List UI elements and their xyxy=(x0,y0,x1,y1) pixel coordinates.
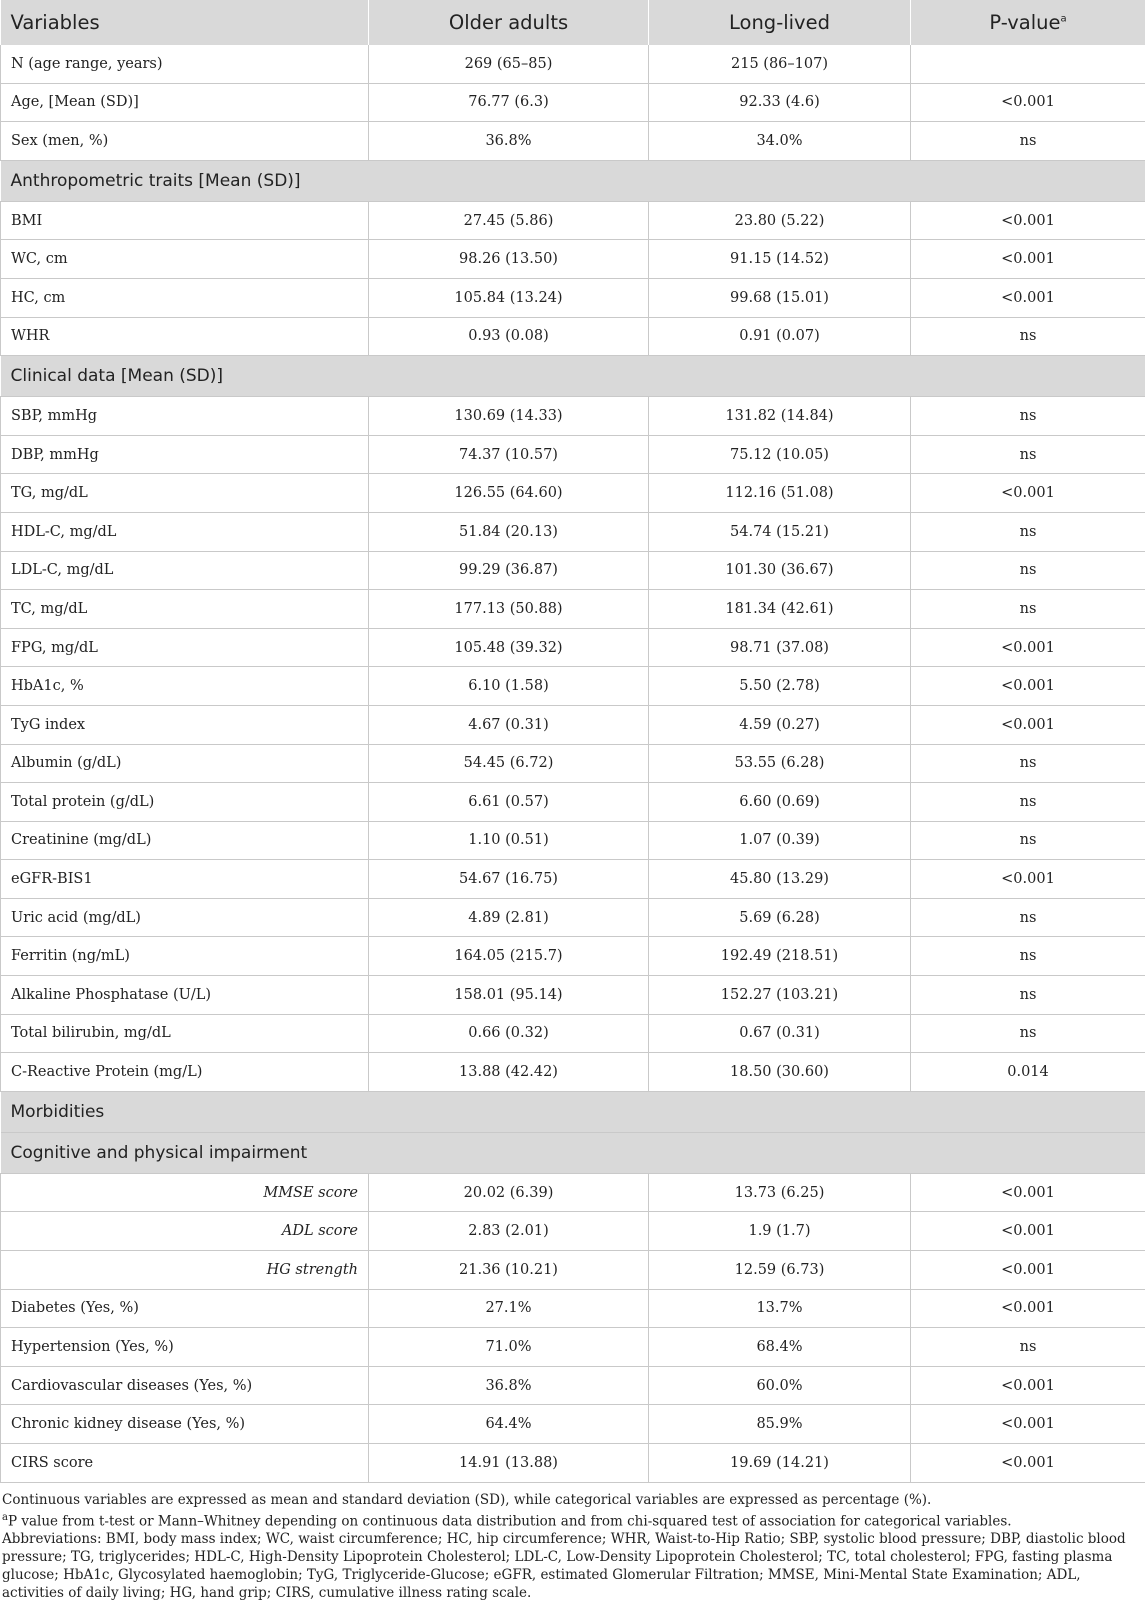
table-row xyxy=(1,1366,1145,1405)
cell-variable: HDL-C, mg/dL xyxy=(1,512,369,551)
cell-variable: Total bilirubin, mg/dL xyxy=(1,1014,369,1053)
cell-variable: TC, mg/dL xyxy=(1,590,369,629)
cell-older-adults: 27.1% xyxy=(369,1289,649,1328)
table-row xyxy=(1,240,1145,279)
cell-p-value: ns xyxy=(911,590,1145,629)
cell-older-adults: 36.8% xyxy=(369,122,649,161)
table-row xyxy=(1,435,1145,474)
cell-older-adults: 54.67 (16.75) xyxy=(369,860,649,899)
cell-long-lived: 0.91 (0.07) xyxy=(649,317,911,356)
cell-older-adults: 6.61 (0.57) xyxy=(369,783,649,822)
cell-older-adults: 0.93 (0.08) xyxy=(369,317,649,356)
cell-long-lived: 54.74 (15.21) xyxy=(649,512,911,551)
cell-p-value: <0.001 xyxy=(911,278,1145,317)
cell-long-lived: 99.68 (15.01) xyxy=(649,278,911,317)
cell-older-adults: 105.48 (39.32) xyxy=(369,628,649,667)
table-row xyxy=(1,317,1145,356)
cell-long-lived: 68.4% xyxy=(649,1328,911,1367)
table-row xyxy=(1,1405,1145,1444)
cell-variable: Creatinine (mg/dL) xyxy=(1,821,369,860)
cell-older-adults: 74.37 (10.57) xyxy=(369,435,649,474)
cell-older-adults: 76.77 (6.3) xyxy=(369,83,649,122)
cell-older-adults: 20.02 (6.39) xyxy=(369,1173,649,1212)
cell-p-value: 0.014 xyxy=(911,1053,1145,1092)
cell-variable: LDL-C, mg/dL xyxy=(1,551,369,590)
cell-p-value: ns xyxy=(911,937,1145,976)
cell-long-lived: 0.67 (0.31) xyxy=(649,1014,911,1053)
cell-variable: Age, [Mean (SD)] xyxy=(1,83,369,122)
cell-variable: N (age range, years) xyxy=(1,45,369,83)
cell-p-value: <0.001 xyxy=(911,240,1145,279)
cell-variable: DBP, mmHg xyxy=(1,435,369,474)
cell-variable: HC, cm xyxy=(1,278,369,317)
cell-long-lived: 45.80 (13.29) xyxy=(649,860,911,899)
cell-older-adults: 64.4% xyxy=(369,1405,649,1444)
header-p-value-footnote-mark: a xyxy=(1060,13,1067,25)
cell-p-value: <0.001 xyxy=(911,1444,1145,1483)
cell-variable: C-Reactive Protein (mg/L) xyxy=(1,1053,369,1092)
cell-long-lived: 5.69 (6.28) xyxy=(649,898,911,937)
section-heading: Clinical data [Mean (SD)] xyxy=(1,356,1145,397)
cell-long-lived: 60.0% xyxy=(649,1366,911,1405)
cell-long-lived: 91.15 (14.52) xyxy=(649,240,911,279)
table-row xyxy=(1,1053,1145,1092)
cell-variable: BMI xyxy=(1,201,369,240)
cell-p-value: <0.001 xyxy=(911,83,1145,122)
section-row xyxy=(1,160,1145,201)
cell-variable: Diabetes (Yes, %) xyxy=(1,1289,369,1328)
footnote-pvalue-text: P value from t-test or Mann–Whitney depending on continuous data distribution and from chi-squared test of association for categorical variables. xyxy=(7,1513,1012,1530)
table-row xyxy=(1,1014,1145,1053)
cell-variable: Albumin (g/dL) xyxy=(1,744,369,783)
cell-p-value: <0.001 xyxy=(911,1289,1145,1328)
table-row xyxy=(1,590,1145,629)
section-row xyxy=(1,1091,1145,1132)
cell-older-adults: 54.45 (6.72) xyxy=(369,744,649,783)
cell-long-lived: 6.60 (0.69) xyxy=(649,783,911,822)
table-row xyxy=(1,705,1145,744)
table-row xyxy=(1,976,1145,1015)
table-row xyxy=(1,1328,1145,1367)
cell-long-lived: 112.16 (51.08) xyxy=(649,474,911,513)
cell-p-value: ns xyxy=(911,783,1145,822)
cell-long-lived: 192.49 (218.51) xyxy=(649,937,911,976)
cell-variable: eGFR-BIS1 xyxy=(1,860,369,899)
cell-p-value: ns xyxy=(911,1328,1145,1367)
cell-p-value: <0.001 xyxy=(911,667,1145,706)
header-older-adults: Older adults xyxy=(369,0,649,45)
footnote-pvalue-mark: a xyxy=(2,1511,8,1523)
footnote-continuous: Continuous variables are expressed as mean and standard deviation (SD), while categorical variables are expressed as percentage (%). xyxy=(2,1491,932,1508)
cell-variable: TG, mg/dL xyxy=(1,474,369,513)
header-p-value xyxy=(911,0,1145,45)
cell-long-lived: 131.82 (14.84) xyxy=(649,397,911,436)
table-row xyxy=(1,783,1145,822)
cell-older-adults: 4.89 (2.81) xyxy=(369,898,649,937)
table-row xyxy=(1,1444,1145,1483)
cell-p-value: ns xyxy=(911,898,1145,937)
cell-p-value: ns xyxy=(911,976,1145,1015)
cell-older-adults: 177.13 (50.88) xyxy=(369,590,649,629)
cell-p-value: ns xyxy=(911,397,1145,436)
cell-p-value: <0.001 xyxy=(911,1173,1145,1212)
cell-p-value: <0.001 xyxy=(911,1251,1145,1290)
table-row xyxy=(1,278,1145,317)
cell-variable: SBP, mmHg xyxy=(1,397,369,436)
cell-long-lived: 23.80 (5.22) xyxy=(649,201,911,240)
cell-long-lived: 1.9 (1.7) xyxy=(649,1212,911,1251)
cell-variable: ADL score xyxy=(1,1212,369,1251)
table-row xyxy=(1,122,1145,161)
footnote-pvalue xyxy=(2,1509,1143,1531)
cell-older-adults: 6.10 (1.58) xyxy=(369,667,649,706)
cell-p-value: ns xyxy=(911,551,1145,590)
section-heading: Cognitive and physical impairment xyxy=(1,1132,1145,1173)
cell-p-value: ns xyxy=(911,821,1145,860)
cell-long-lived: 5.50 (2.78) xyxy=(649,667,911,706)
table-row xyxy=(1,201,1145,240)
table-row xyxy=(1,860,1145,899)
cell-variable: CIRS score xyxy=(1,1444,369,1483)
cell-older-adults: 158.01 (95.14) xyxy=(369,976,649,1015)
cell-long-lived: 4.59 (0.27) xyxy=(649,705,911,744)
section-row xyxy=(1,1132,1145,1173)
cell-older-adults: 105.84 (13.24) xyxy=(369,278,649,317)
cell-p-value: <0.001 xyxy=(911,474,1145,513)
cell-older-adults: 126.55 (64.60) xyxy=(369,474,649,513)
table-row xyxy=(1,898,1145,937)
cell-older-adults: 27.45 (5.86) xyxy=(369,201,649,240)
section-heading: Anthropometric traits [Mean (SD)] xyxy=(1,160,1145,201)
section-row xyxy=(1,356,1145,397)
table-row xyxy=(1,937,1145,976)
cell-p-value: ns xyxy=(911,744,1145,783)
cell-long-lived: 101.30 (36.67) xyxy=(649,551,911,590)
cell-older-adults: 164.05 (215.7) xyxy=(369,937,649,976)
cell-variable: Chronic kidney disease (Yes, %) xyxy=(1,1405,369,1444)
table-row xyxy=(1,512,1145,551)
cell-long-lived: 13.7% xyxy=(649,1289,911,1328)
cell-variable: Alkaline Phosphatase (U/L) xyxy=(1,976,369,1015)
cell-variable: WC, cm xyxy=(1,240,369,279)
cell-variable: Cardiovascular diseases (Yes, %) xyxy=(1,1366,369,1405)
cell-older-adults: 71.0% xyxy=(369,1328,649,1367)
cell-variable: HG strength xyxy=(1,1251,369,1290)
cell-older-adults: 0.66 (0.32) xyxy=(369,1014,649,1053)
table-row xyxy=(1,744,1145,783)
cell-long-lived: 1.07 (0.39) xyxy=(649,821,911,860)
cell-variable: MMSE score xyxy=(1,1173,369,1212)
cell-older-adults: 21.36 (10.21) xyxy=(369,1251,649,1290)
cell-variable: Total protein (g/dL) xyxy=(1,783,369,822)
cell-p-value: <0.001 xyxy=(911,628,1145,667)
cell-p-value: <0.001 xyxy=(911,1366,1145,1405)
table-body xyxy=(1,45,1145,1482)
cell-p-value: <0.001 xyxy=(911,1405,1145,1444)
header-long-lived: Long-lived xyxy=(649,0,911,45)
table-row xyxy=(1,667,1145,706)
cell-long-lived: 18.50 (30.60) xyxy=(649,1053,911,1092)
cell-older-adults: 51.84 (20.13) xyxy=(369,512,649,551)
cell-p-value: <0.001 xyxy=(911,705,1145,744)
cell-variable: Hypertension (Yes, %) xyxy=(1,1328,369,1367)
cell-p-value: <0.001 xyxy=(911,860,1145,899)
table-row xyxy=(1,45,1145,83)
table-row xyxy=(1,628,1145,667)
cell-older-adults: 13.88 (42.42) xyxy=(369,1053,649,1092)
cell-long-lived: 85.9% xyxy=(649,1405,911,1444)
cell-p-value: ns xyxy=(911,1014,1145,1053)
table-footnotes xyxy=(0,1483,1145,1603)
cell-long-lived: 53.55 (6.28) xyxy=(649,744,911,783)
cell-older-adults: 2.83 (2.01) xyxy=(369,1212,649,1251)
table-row xyxy=(1,397,1145,436)
cell-long-lived: 92.33 (4.6) xyxy=(649,83,911,122)
cell-p-value: ns xyxy=(911,317,1145,356)
cell-long-lived: 98.71 (37.08) xyxy=(649,628,911,667)
table-row xyxy=(1,474,1145,513)
cell-variable: FPG, mg/dL xyxy=(1,628,369,667)
cell-long-lived: 215 (86–107) xyxy=(649,45,911,83)
cell-long-lived: 13.73 (6.25) xyxy=(649,1173,911,1212)
cell-older-adults: 99.29 (36.87) xyxy=(369,551,649,590)
cell-long-lived: 181.34 (42.61) xyxy=(649,590,911,629)
table-header xyxy=(1,0,1145,45)
cell-older-adults: 130.69 (14.33) xyxy=(369,397,649,436)
cell-long-lived: 152.27 (103.21) xyxy=(649,976,911,1015)
cell-p-value: ns xyxy=(911,512,1145,551)
table-row xyxy=(1,1212,1145,1251)
cell-older-adults: 36.8% xyxy=(369,1366,649,1405)
cell-long-lived: 19.69 (14.21) xyxy=(649,1444,911,1483)
cell-p-value: ns xyxy=(911,122,1145,161)
cell-variable: WHR xyxy=(1,317,369,356)
cell-p-value: <0.001 xyxy=(911,201,1145,240)
header-variables: Variables xyxy=(1,0,369,45)
cell-older-adults: 269 (65–85) xyxy=(369,45,649,83)
cell-variable: Ferritin (ng/mL) xyxy=(1,937,369,976)
cell-p-value xyxy=(911,45,1145,83)
table-row xyxy=(1,551,1145,590)
cell-older-adults: 14.91 (13.88) xyxy=(369,1444,649,1483)
header-p-value-text: P-value xyxy=(989,11,1061,34)
footnote-abbreviations: Abbreviations: BMI, body mass index; WC, waist circumference; HC, hip circumference; WHR, Waist-to-Hip Ratio; SBP, systolic blood pressure; DBP, diastolic blood pressure; TG, triglycerides; HDL-C, High-Density Lipoprotein Cholesterol; LDL-C, Low-Density Lipoprotein Cholesterol; TC, total cholesterol; FPG, fasting plasma glucose; HbA1c, Glycosylated haemoglobin; TyG, Triglyceride-Glucose; eGFR, estimated Glomerular Filtration; MMSE, Mini-Mental State Examination; ADL, activities of daily living; HG, hand grip; CIRS, cumulative illness rating scale. xyxy=(2,1531,1126,1602)
table-row xyxy=(1,1251,1145,1290)
cell-p-value: <0.001 xyxy=(911,1212,1145,1251)
cell-older-adults: 4.67 (0.31) xyxy=(369,705,649,744)
cell-older-adults: 98.26 (13.50) xyxy=(369,240,649,279)
cell-variable: Sex (men, %) xyxy=(1,122,369,161)
cell-variable: HbA1c, % xyxy=(1,667,369,706)
cell-long-lived: 12.59 (6.73) xyxy=(649,1251,911,1290)
table-row xyxy=(1,1173,1145,1212)
cell-older-adults: 1.10 (0.51) xyxy=(369,821,649,860)
cell-long-lived: 75.12 (10.05) xyxy=(649,435,911,474)
table-row xyxy=(1,1289,1145,1328)
cell-long-lived: 34.0% xyxy=(649,122,911,161)
cell-variable: Uric acid (mg/dL) xyxy=(1,898,369,937)
section-heading: Morbidities xyxy=(1,1091,1145,1132)
cell-p-value: ns xyxy=(911,435,1145,474)
table-row xyxy=(1,83,1145,122)
table-row xyxy=(1,821,1145,860)
cell-variable: TyG index xyxy=(1,705,369,744)
